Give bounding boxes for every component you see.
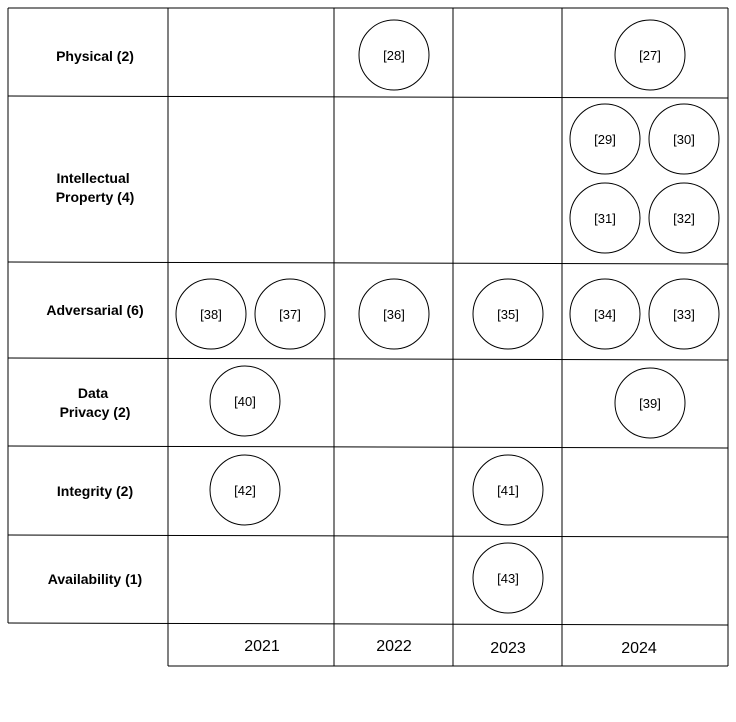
reference-node <box>649 279 719 349</box>
reference-node <box>473 543 543 613</box>
reference-node <box>570 104 640 174</box>
reference-node <box>473 455 543 525</box>
reference-nodes <box>176 20 719 613</box>
grid-line <box>8 96 728 98</box>
year-label: 2022 <box>376 638 412 655</box>
grid-line <box>8 535 728 537</box>
year-labels <box>244 638 657 657</box>
reference-label: [30] <box>673 132 695 147</box>
reference-label: [38] <box>200 307 222 322</box>
year-label: 2021 <box>244 638 280 655</box>
reference-node <box>649 183 719 253</box>
reference-node <box>570 183 640 253</box>
row-label-line: Integrity (2) <box>56 483 134 499</box>
row-label-adversarial <box>46 302 143 318</box>
reference-label: [41] <box>497 483 519 498</box>
row-label-availability <box>48 571 142 587</box>
reference-node <box>255 279 325 349</box>
row-label-line: Availability (1) <box>47 571 143 587</box>
grid-line <box>8 446 728 448</box>
reference-label: [43] <box>497 571 519 586</box>
row-label-physical <box>56 48 134 64</box>
reference-label: [33] <box>673 307 695 322</box>
row-label-line: Intellectual <box>56 170 130 186</box>
reference-node <box>615 20 685 90</box>
reference-node <box>359 20 429 90</box>
row-label-line: Physical (2) <box>56 48 134 64</box>
year-label: 2023 <box>490 640 526 657</box>
grid-line <box>8 623 728 625</box>
year-label: 2024 <box>621 640 657 657</box>
reference-label: [36] <box>383 307 405 322</box>
reference-label: [31] <box>594 211 616 226</box>
reference-label: [29] <box>594 132 616 147</box>
reference-label: [34] <box>594 307 616 322</box>
row-label-integrity <box>57 483 133 499</box>
reference-label: [39] <box>639 396 661 411</box>
row-label-line: Privacy (2) <box>59 404 131 420</box>
reference-node <box>176 279 246 349</box>
reference-node <box>359 279 429 349</box>
reference-node <box>473 279 543 349</box>
reference-label: [28] <box>383 48 405 63</box>
reference-node <box>210 366 280 436</box>
reference-label: [37] <box>279 307 301 322</box>
row-label-intellectual-property <box>56 170 135 205</box>
row-label-line: Property (4) <box>55 189 135 205</box>
row-label-data-privacy <box>60 385 131 420</box>
grid-line <box>8 358 728 360</box>
reference-label: [40] <box>234 394 256 409</box>
grid-line <box>8 262 728 264</box>
row-labels <box>46 48 143 587</box>
reference-node <box>649 104 719 174</box>
reference-node <box>615 368 685 438</box>
row-label-line: Adversarial (6) <box>46 302 144 318</box>
reference-node <box>570 279 640 349</box>
reference-label: [27] <box>639 48 661 63</box>
row-label-line: Data <box>77 385 109 401</box>
reference-label: [32] <box>673 211 695 226</box>
reference-node <box>210 455 280 525</box>
reference-label: [42] <box>234 483 256 498</box>
reference-label: [35] <box>497 307 519 322</box>
